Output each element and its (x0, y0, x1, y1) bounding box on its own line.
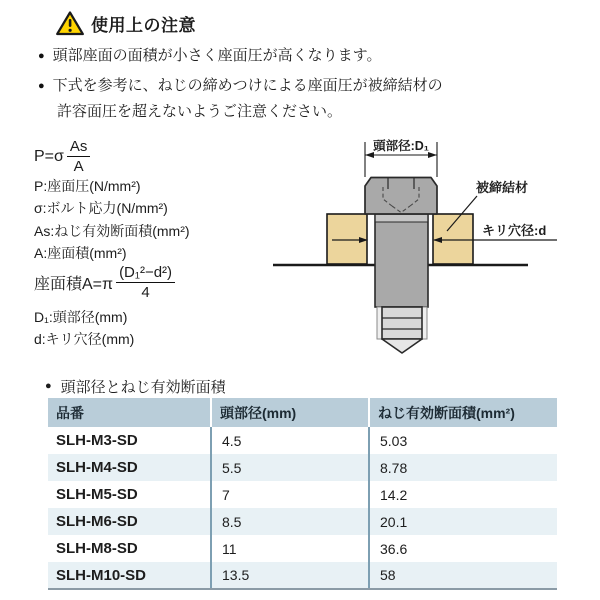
table-row (48, 508, 557, 535)
header-part-number: 品番 (48, 398, 211, 427)
notice-bullet-2-text-line2: 許容面圧を超えないようご注意ください。 (57, 103, 343, 120)
area-formula-lhs: 座面積A=π (34, 276, 114, 293)
diagram-label-hole-diameter: キリ穴径:d (482, 223, 547, 238)
table-section-title-text: 頭部径とねじ有効断面積 (60, 379, 226, 396)
thread-area-cell: 5.03 (369, 427, 557, 454)
bullet-icon: ● (38, 50, 45, 62)
bolt-head (365, 178, 437, 215)
table-row (48, 481, 557, 508)
head-diameter-cell: 11 (211, 535, 369, 562)
definition-line: As:ねじ有効断面積(mm²) (34, 222, 190, 239)
table-row (48, 535, 557, 562)
page-title: 使用上の注意 (91, 16, 196, 35)
table-row (48, 562, 557, 589)
definition-line: P:座面圧(N/mm²) (34, 178, 141, 194)
bullet-icon: ● (45, 380, 52, 392)
definition-line: d:キリ穴径(mm) (34, 331, 135, 348)
fraction-numerator: As (67, 138, 91, 157)
diagram-label-clamped-material: 被締結材 (476, 180, 529, 195)
bullet-icon: ● (38, 80, 45, 92)
pressure-formula-definitions (34, 175, 190, 265)
table-row (48, 427, 557, 454)
thread-area-cell: 36.6 (369, 535, 557, 562)
bolt-tip (382, 339, 422, 353)
head-diameter-cell: 13.5 (211, 562, 369, 589)
fraction-denominator: 4 (141, 284, 150, 301)
header-thread-area: ねじ有効断面積(mm²) (369, 398, 557, 427)
area-formula-fraction (116, 264, 175, 301)
shank-chamfer-band (376, 215, 427, 222)
fraction-numerator: (D₁²−d²) (116, 264, 175, 283)
notice-bullet-1 (38, 46, 381, 66)
bolt-thread (382, 307, 422, 339)
notice-header (56, 11, 196, 36)
head-diameter-cell: 7 (211, 481, 369, 508)
pressure-formula-lhs: P=σ (34, 147, 64, 165)
thread-area-cell: 14.2 (369, 481, 557, 508)
thread-area-cell: 20.1 (369, 508, 557, 535)
definition-line: A:座面積(mm²) (34, 245, 127, 262)
pressure-formula (34, 138, 90, 175)
pressure-formula-fraction (67, 138, 91, 175)
header-head-diameter: 頭部径(mm) (211, 398, 369, 427)
bolt-shank (375, 214, 428, 307)
head-diameter-cell: 8.5 (211, 508, 369, 535)
part-number-cell: SLH-M8-SD (56, 540, 138, 557)
definition-line: D₁:頭部径(mm) (34, 309, 128, 325)
part-number-cell: SLH-M10-SD (48, 562, 211, 589)
head-diameter-cell: 5.5 (211, 454, 369, 481)
table-header-row (48, 398, 557, 427)
area-formula-definitions (34, 306, 134, 351)
spec-table (48, 398, 557, 590)
thread-area-cell: 8.78 (369, 454, 557, 481)
part-number-cell: SLH-M4-SD (48, 454, 211, 481)
part-number-cell: SLH-M3-SD (56, 432, 138, 449)
notice-bullet-1-text: 頭部座面の面積が小さく座面圧が高くなります。 (52, 47, 382, 64)
table-section-title (45, 376, 226, 397)
arrowhead-icon (428, 152, 437, 158)
table-row (48, 454, 557, 481)
diagram-label-head-diameter: 頭部径:D₁ (373, 139, 429, 153)
notice-bullet-2-text: 下式を参考に、ねじの締めつけによる座面圧が被締結材の (52, 77, 443, 94)
bolt-diagram (270, 130, 590, 370)
head-diameter-cell: 4.5 (211, 427, 369, 454)
fraction-denominator: A (73, 158, 84, 175)
notice-bullet-2 (38, 76, 443, 96)
thread-area-cell: 58 (369, 562, 557, 589)
part-number-cell: SLH-M6-SD (48, 508, 211, 535)
part-number-cell: SLH-M5-SD (56, 486, 138, 503)
warning-icon (56, 11, 84, 36)
area-formula (34, 264, 175, 301)
definition-line: σ:ボルト応力(N/mm²) (34, 200, 168, 217)
